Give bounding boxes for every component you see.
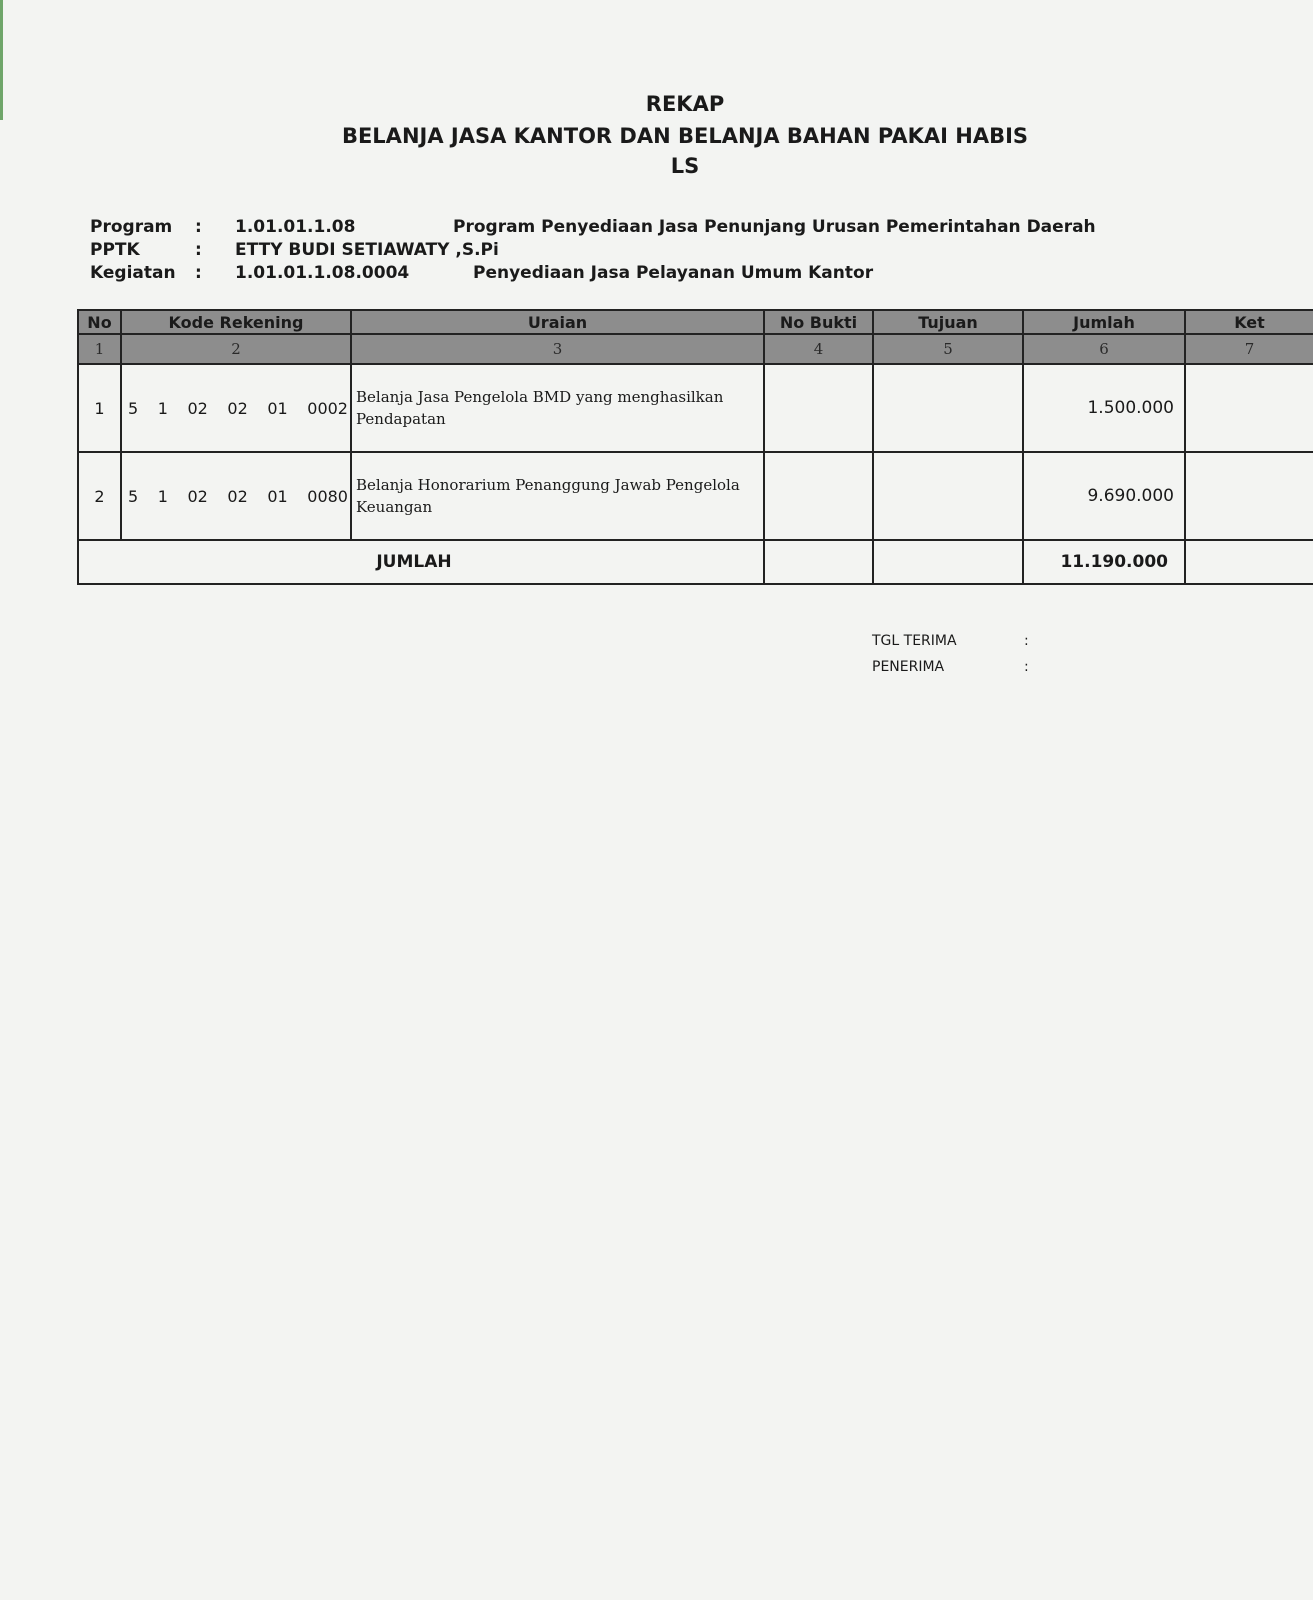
total-no-bukti	[764, 540, 873, 584]
doc-subtitle-ls: LS	[670, 154, 700, 178]
total-tujuan	[873, 540, 1023, 584]
header-kode-rekening: Kode Rekening	[121, 310, 351, 334]
meta-kegiatan-desc: Penyediaan Jasa Pelayanan Umum Kantor	[473, 263, 874, 283]
row-tujuan	[873, 452, 1023, 540]
kode-segment: 02	[227, 486, 248, 506]
kode-segment: 02	[227, 398, 248, 418]
header-no: No	[78, 310, 121, 334]
meta-program-desc: Program Penyediaan Jasa Penunjang Urusan Pemerintahan Daerah	[453, 217, 1096, 237]
colnum-5: 5	[873, 334, 1023, 364]
meta-kegiatan-label: Kegiatan	[90, 263, 176, 283]
meta-pptk-colon: :	[195, 240, 202, 260]
table-number-row	[78, 334, 1313, 364]
kode-segment: 01	[267, 398, 288, 418]
kode-segment: 1	[157, 486, 168, 506]
table-header-row	[78, 310, 1313, 334]
header-tujuan: Tujuan	[873, 310, 1023, 334]
colnum-7: 7	[1185, 334, 1313, 364]
meta-program-colon: :	[195, 217, 202, 237]
penerima-label: PENERIMA	[872, 659, 945, 675]
meta-kegiatan-colon: :	[195, 263, 202, 283]
kode-segment: 02	[187, 486, 208, 506]
doc-subtitle: BELANJA JASA KANTOR DAN BELANJA BAHAN PAKAI HABIS	[341, 124, 1029, 148]
colnum-6: 6	[1023, 334, 1185, 364]
meta-pptk-label: PPTK	[90, 240, 140, 260]
row-jumlah: 1.500.000	[1023, 364, 1185, 452]
total-ket	[1185, 540, 1313, 584]
table-row	[78, 452, 1313, 540]
doc-title: REKAP	[645, 92, 725, 116]
row-ket	[1185, 452, 1313, 540]
row-uraian: Belanja Jasa Pengelola BMD yang menghasilkan Pendapatan	[351, 364, 764, 452]
rekap-table	[77, 309, 1313, 585]
header-ket: Ket	[1185, 310, 1313, 334]
kode-segment: 0002	[307, 398, 348, 418]
colnum-3: 3	[351, 334, 764, 364]
meta-program-code: 1.01.01.1.08	[235, 217, 356, 237]
meta-pptk-value: ETTY BUDI SETIAWATY ,S.Pi	[235, 240, 499, 260]
row-jumlah: 9.690.000	[1023, 452, 1185, 540]
kode-segment: 1	[157, 398, 168, 418]
sign-tgl-terima	[872, 633, 1029, 649]
total-value: 11.190.000	[1023, 540, 1185, 584]
penerima-colon: :	[1024, 659, 1029, 675]
row-tujuan	[873, 364, 1023, 452]
kode-segment: 5	[128, 398, 139, 418]
colnum-2: 2	[121, 334, 351, 364]
header-uraian: Uraian	[351, 310, 764, 334]
kode-segment: 0080	[307, 486, 348, 506]
table-row	[78, 364, 1313, 452]
row-no: 2	[78, 452, 121, 540]
table-total-row	[78, 540, 1313, 584]
kode-segment: 5	[128, 486, 139, 506]
row-ket	[1185, 364, 1313, 452]
total-label: JUMLAH	[78, 540, 764, 584]
row-kode-rekening	[121, 364, 351, 452]
row-no-bukti	[764, 452, 873, 540]
sign-penerima	[872, 659, 1029, 675]
colnum-1: 1	[78, 334, 121, 364]
tgl-terima-colon: :	[1024, 633, 1029, 649]
row-no-bukti	[764, 364, 873, 452]
row-kode-rekening	[121, 452, 351, 540]
row-uraian: Belanja Honorarium Penanggung Jawab Pengelola Keuangan	[351, 452, 764, 540]
header-no-bukti: No Bukti	[764, 310, 873, 334]
colnum-4: 4	[764, 334, 873, 364]
row-no: 1	[78, 364, 121, 452]
kode-segment: 01	[267, 486, 288, 506]
header-jumlah: Jumlah	[1023, 310, 1185, 334]
tgl-terima-label: TGL TERIMA	[872, 633, 957, 649]
kode-segment: 02	[187, 398, 208, 418]
meta-kegiatan-code: 1.01.01.1.08.0004	[235, 263, 410, 283]
meta-program-label: Program	[90, 217, 173, 237]
